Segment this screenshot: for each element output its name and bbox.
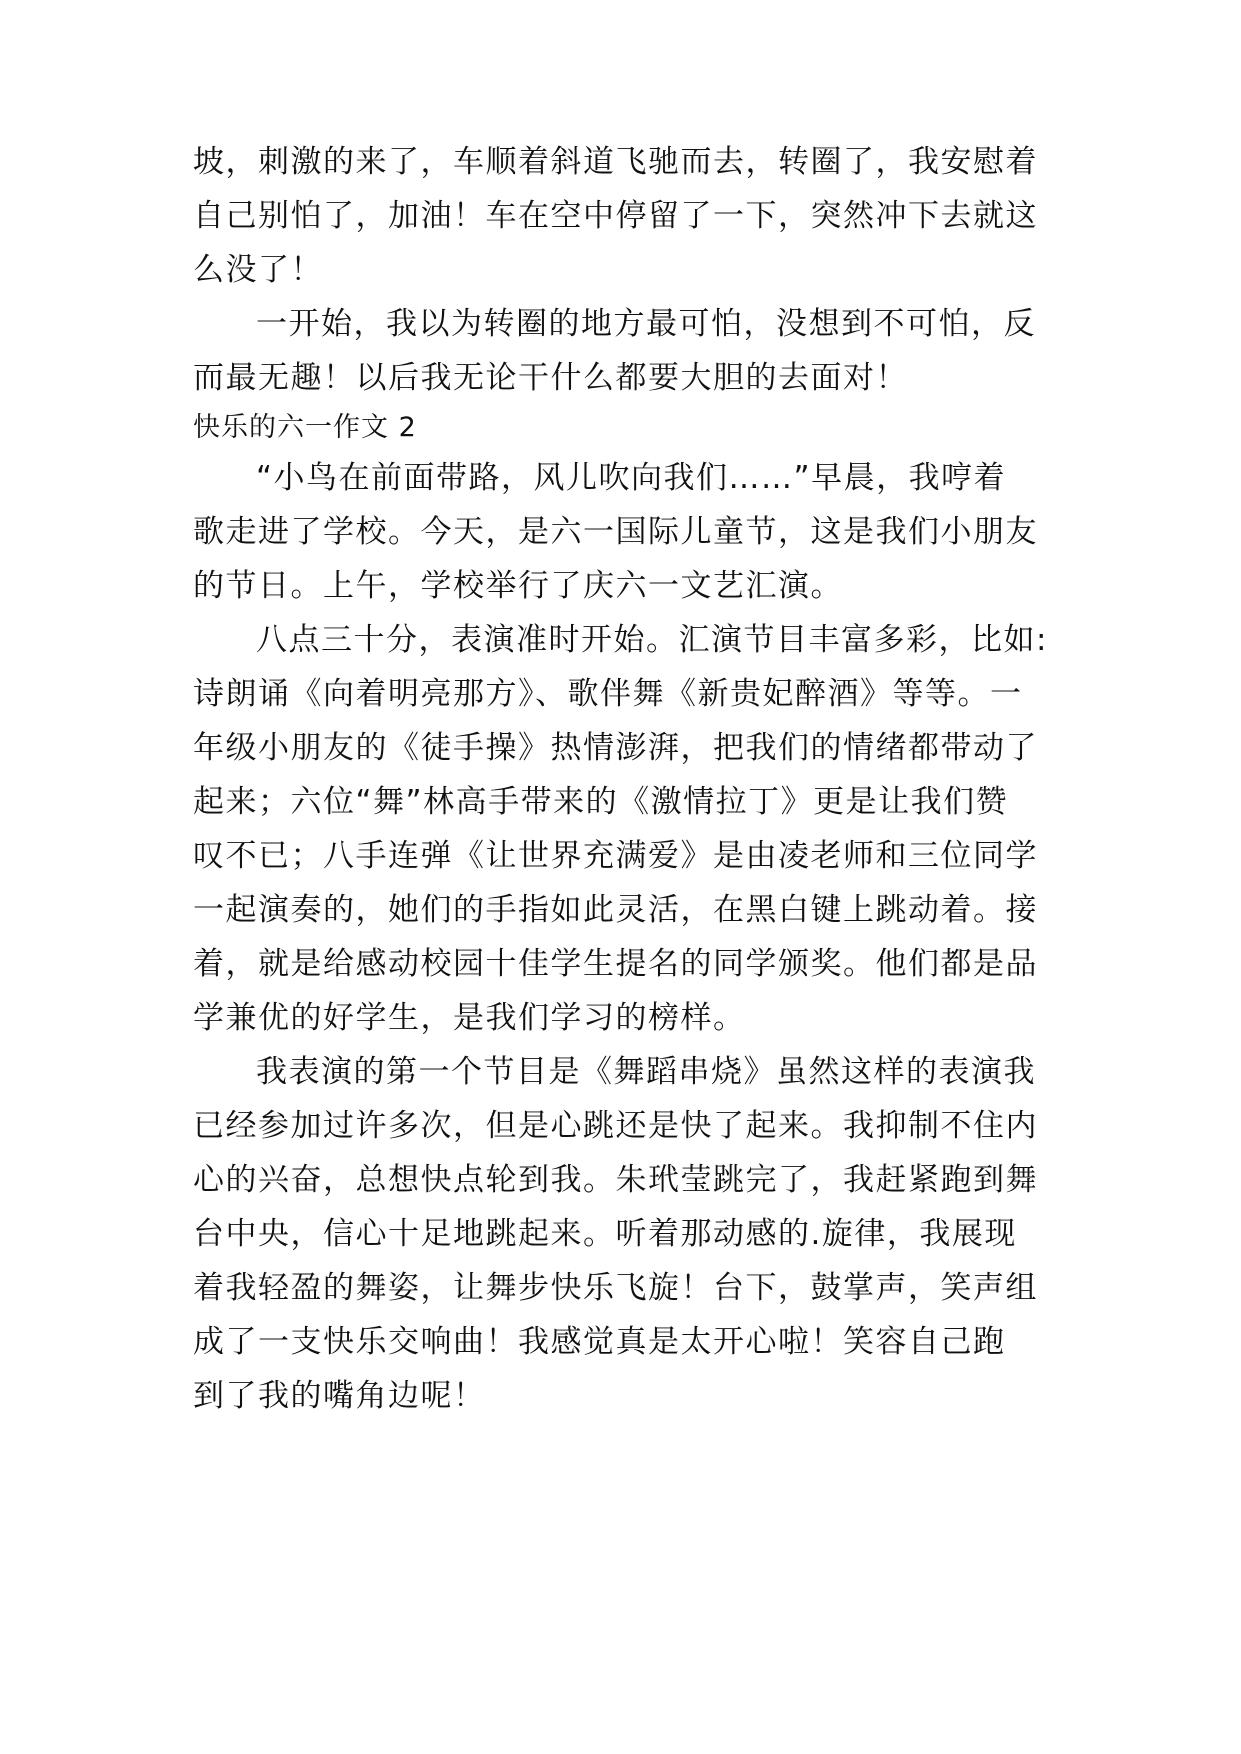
text-line: 到了我的嘴角边呢！ [193,1378,486,1414]
text-line: 着我轻盈的舞姿，让舞步快乐飞旋！台下，鼓掌声，笑声组 [193,1270,1038,1306]
text-line: 自己别怕了，加油！车在空中停留了一下，突然冲下去就这 [193,198,1038,234]
text-line: 的节日。上午，学校举行了庆六一文艺汇演。 [193,568,843,604]
text-line: 诗朗诵《向着明亮那方》、歌伴舞《新贵妃醉酒》等等。一 [193,676,1023,712]
text-line: 歌走进了学校。今天，是六一国际儿童节，这是我们小朋友 [193,514,1038,550]
section-title: 快乐的六一作文 2 [193,412,417,443]
text-line: 么没了！ [193,252,323,288]
text-line: 叹不已；八手连弹《让世界充满爱》是由凌老师和三位同学 [193,838,1038,874]
text-line: 成了一支快乐交响曲！我感觉真是太开心啦！笑容自己跑 [193,1324,1006,1360]
text-line: 一起演奏的，她们的手指如此灵活，在黑白键上跳动着。接 [193,892,1038,928]
text-line: 台中央，信心十足地跳起来。听着那动感的.旋律，我展现 [193,1216,1017,1252]
text-line: 坡，刺激的来了，车顺着斜道飞驰而去，转圈了，我安慰着 [193,144,1038,180]
text-line: 而最无趣！以后我无论干什么都要大胆的去面对！ [193,360,908,396]
paragraph-first-line: 一开始，我以为转圈的地方最可怕，没想到不可怕，反 [256,306,1036,342]
document-body [193,135,1053,1423]
text-line: 已经参加过许多次，但是心跳还是快了起来。我抑制不住内 [193,1108,1038,1144]
text-line: 学兼优的好学生，是我们学习的榜样。 [193,1000,746,1036]
paragraph-first-line: 八点三十分，表演准时开始。汇演节目丰富多彩，比如: [256,622,1048,658]
text-line: 年级小朋友的《徒手操》热情澎湃，把我们的情绪都带动了 [193,730,1038,766]
paragraph-first-line: “小鸟在前面带路，风儿吹向我们……”早晨，我哼着 [256,460,1007,496]
text-line: 起来；六位“舞”林高手带来的《激情拉丁》更是让我们赞 [193,784,1009,820]
paragraph-first-line: 我表演的第一个节目是《舞蹈串烧》虽然这样的表演我 [256,1054,1036,1090]
text-line: 着，就是给感动校园十佳学生提名的同学颁奖。他们都是品 [193,946,1038,982]
text-line: 心的兴奋，总想快点轮到我。朱玳莹跳完了，我赶紧跑到舞 [193,1162,1038,1198]
